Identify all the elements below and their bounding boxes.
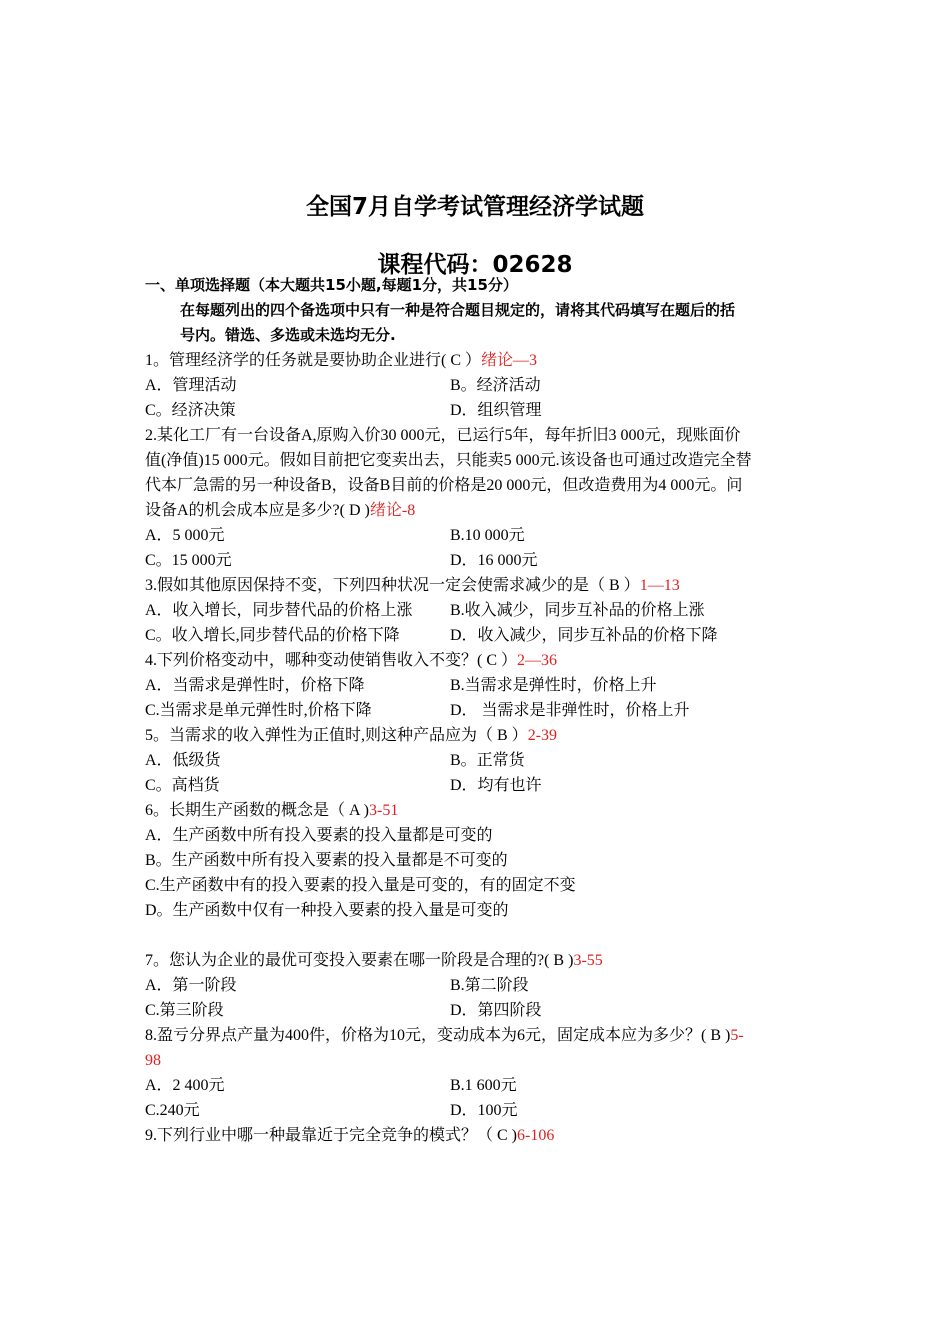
question-6-stem: 6。长期生产函数的概念是（ A )3-51: [145, 802, 399, 819]
textbook-reference: 3-55: [573, 952, 603, 969]
option-row: [145, 698, 810, 723]
question-1-stem: 1。管理经济学的任务就是要协助企业进行( C ）绪论—3: [145, 352, 538, 369]
option: B。正常货: [450, 752, 525, 769]
textbook-reference: 绪论-8: [369, 502, 416, 519]
option: C。收入增长,同步替代品的价格下降: [145, 627, 400, 644]
option: B.1 600元: [450, 1077, 517, 1094]
option-row: [145, 548, 810, 573]
option: A．生产函数中所有投入要素的投入量都是可变的: [145, 827, 493, 844]
option-row: [145, 773, 810, 798]
option: C.240元: [145, 1102, 200, 1119]
option: A．当需求是弹性时，价格下降: [145, 677, 365, 694]
instructions-line: 号内。错选、多选或未选均无分.: [180, 326, 396, 344]
option: D．100元: [450, 1102, 518, 1119]
option: B.10 000元: [450, 527, 525, 544]
option-row: [145, 598, 810, 623]
option-row: [145, 1073, 810, 1098]
option: A．2 400元: [145, 1077, 225, 1094]
textbook-reference: 6-106: [517, 1127, 555, 1144]
question-5-stem: 5。当需求的收入弹性为正值时,则这种产品应为（ B ）2-39: [145, 727, 558, 744]
option: C.当需求是单元弹性时,价格下降: [145, 702, 372, 719]
question-2-stem: 2.某化工厂有一台设备A,原购入价30 000元，已运行5年，每年折旧3 000元，现账面价: [145, 427, 741, 444]
option: B。生产函数中所有投入要素的投入量都是不可变的: [145, 852, 508, 869]
option-row: [145, 398, 810, 423]
option: A．第一阶段: [145, 977, 237, 994]
question-2-stem: 设备A的机会成本应是多少?( D )绪论-8: [145, 502, 416, 519]
question-7-stem: 7。您认为企业的最优可变投入要素在哪一阶段是合理的?( B )3-55: [145, 952, 603, 969]
course-code: 课程代码：02628: [377, 252, 573, 278]
option: C。经济决策: [145, 402, 236, 419]
option: C。15 000元: [145, 552, 232, 569]
option-row: [145, 748, 810, 773]
textbook-reference: 98: [145, 1052, 161, 1069]
option: D．均有也许: [450, 777, 542, 794]
option: D． 当需求是非弹性时，价格上升: [450, 702, 690, 719]
option: A．低级货: [145, 752, 221, 769]
question-2-stem: 代本厂急需的另一种设备B，设备B目前的价格是20 000元，但改造费用为4 000元。问: [145, 477, 743, 494]
option: D．第四阶段: [450, 1002, 542, 1019]
question-9-stem: 9.下列行业中哪一种最靠近于完全竞争的模式？（ C )6-106: [145, 1127, 555, 1144]
section-heading: 一、单项选择题（本大题共15小题,每题1分，共15分）: [145, 276, 518, 294]
option: B.收入减少，同步互补品的价格上涨: [450, 602, 705, 619]
option: C.生产函数中有的投入要素的投入量是可变的，有的固定不变: [145, 877, 576, 894]
option: A．收入增长，同步替代品的价格上涨: [145, 602, 413, 619]
textbook-reference: 绪论—3: [481, 352, 538, 369]
question-3-stem: 3.假如其他原因保持不变，下列四种状况一定会使需求减少的是（ B ）1—13: [145, 577, 680, 594]
textbook-reference: 3-51: [369, 802, 399, 819]
option-row: [145, 523, 810, 548]
option-row: [145, 973, 810, 998]
option: C。高档货: [145, 777, 220, 794]
option: D。生产函数中仅有一种投入要素的投入量是可变的: [145, 902, 509, 919]
option: C.第三阶段: [145, 1002, 224, 1019]
option: A．5 000元: [145, 527, 225, 544]
instructions-line: 在每题列出的四个备选项中只有一种是符合题目规定的，请将其代码填写在题后的括: [180, 301, 736, 319]
option-row: [145, 373, 810, 398]
page-title: 全国7月自学考试管理经济学试题: [305, 194, 644, 220]
option: B.第二阶段: [450, 977, 529, 994]
textbook-reference: 2—36: [517, 652, 558, 669]
option: B.当需求是弹性时，价格上升: [450, 677, 657, 694]
option-row: [145, 673, 810, 698]
option: D．收入减少，同步互补品的价格下降: [450, 627, 718, 644]
option-row: [145, 998, 810, 1023]
textbook-reference: 2-39: [527, 727, 558, 744]
option-row: [145, 623, 810, 648]
option: D．组织管理: [450, 402, 542, 419]
textbook-reference: 5-: [730, 1027, 744, 1044]
option: A．管理活动: [145, 377, 237, 394]
option: B。经济活动: [450, 377, 541, 394]
question-2-stem: 值(净值)15 000元。假如目前把它变卖出去，只能卖5 000元.该设备也可通过改造完全替: [145, 452, 752, 469]
question-8-stem: 8.盈亏分界点产量为400件，价格为10元，变动成本为6元，固定成本应为多少？( B )5-: [145, 1027, 744, 1044]
option-row: [145, 1098, 810, 1123]
option: D．16 000元: [450, 552, 538, 569]
question-4-stem: 4.下列价格变动中，哪种变动使销售收入不变？( C ）2—36: [145, 652, 558, 669]
textbook-reference: 1—13: [639, 577, 680, 594]
